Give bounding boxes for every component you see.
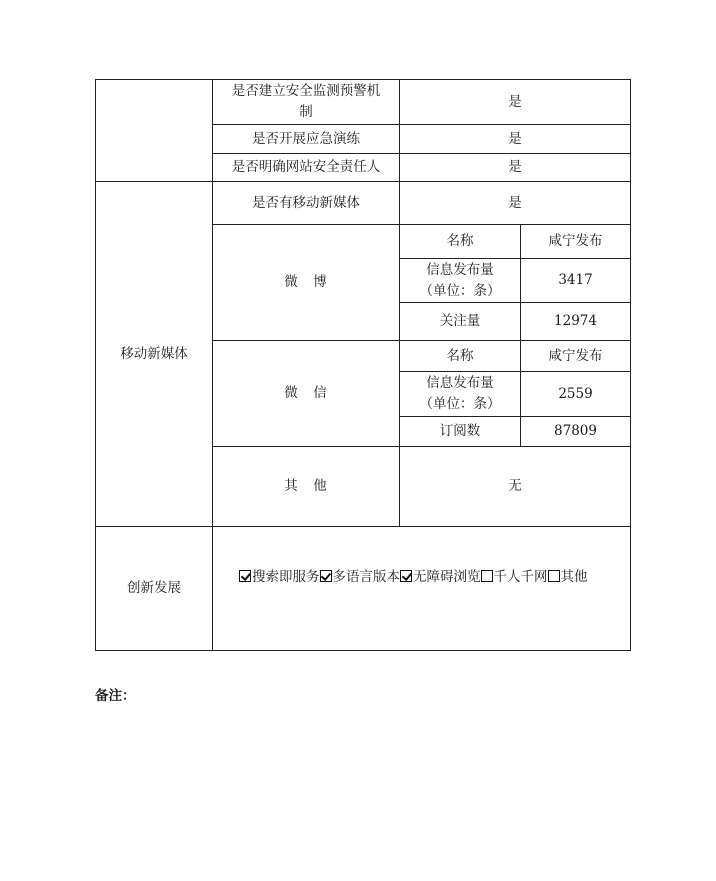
checkbox-icon[interactable] — [400, 570, 412, 582]
option-label: 无障碍浏览 — [413, 569, 481, 585]
option-label: 千人千网 — [493, 569, 548, 585]
monitoring-warning-label: 是否建立安全监测预警机制 — [213, 80, 400, 125]
weibo-publish-label-line2: （单位：条） — [419, 282, 501, 299]
option-personalized[interactable] — [481, 569, 548, 585]
option-multilingual[interactable] — [320, 569, 401, 585]
weibo-publish-value: 3417 — [521, 259, 631, 303]
other-media-label: 其 他 — [213, 447, 400, 527]
wechat-subscribe-label: 订阅数 — [400, 417, 521, 447]
checkbox-icon[interactable] — [239, 570, 251, 582]
wechat-subscribe-value: 87809 — [521, 417, 631, 447]
checkbox-icon[interactable] — [548, 570, 560, 582]
section-cell-security-cont — [96, 80, 213, 182]
mobile-media-section-label: 移动新媒体 — [96, 182, 213, 527]
wechat-publish-label-line1: 信息发布量 — [426, 375, 494, 391]
innovation-options — [213, 527, 631, 651]
checkbox-icon[interactable] — [320, 570, 332, 582]
wechat-publish-label — [400, 372, 521, 417]
weibo-follow-label: 关注量 — [400, 303, 521, 341]
wechat-name-label: 名称 — [400, 341, 521, 372]
weibo-label: 微 博 — [213, 225, 400, 341]
wechat-publish-label-line2: （单位：条） — [419, 396, 501, 412]
wechat-publish-value: 2559 — [521, 372, 631, 417]
has-mobile-media-label: 是否有移动新媒体 — [213, 182, 400, 225]
weibo-name-label: 名称 — [400, 225, 521, 259]
weibo-follow-value: 12974 — [521, 303, 631, 341]
weibo-publish-label — [400, 259, 521, 303]
weibo-name-value: 咸宁发布 — [521, 225, 631, 259]
checkbox-icon[interactable] — [481, 570, 493, 582]
option-label: 多语言版本 — [332, 569, 400, 585]
option-search-service[interactable] — [239, 569, 320, 585]
security-owner-label: 是否明确网站安全责任人 — [213, 154, 400, 182]
option-other[interactable] — [548, 569, 588, 585]
other-media-value: 无 — [400, 447, 631, 527]
innovation-section-label: 创新发展 — [96, 527, 213, 651]
emergency-drill-label: 是否开展应急演练 — [213, 125, 400, 154]
emergency-drill-value: 是 — [400, 125, 631, 154]
has-mobile-media-value: 是 — [400, 182, 631, 225]
remark-label: 备注： — [95, 688, 136, 704]
wechat-name-value: 咸宁发布 — [521, 341, 631, 372]
option-label: 搜索即服务 — [252, 569, 320, 585]
weibo-publish-label-line1: 信息发布量 — [426, 261, 494, 278]
option-accessibility[interactable] — [400, 569, 481, 585]
option-label: 其他 — [560, 569, 588, 585]
info-table — [95, 79, 631, 651]
wechat-label: 微 信 — [213, 341, 400, 447]
security-owner-value: 是 — [400, 154, 631, 182]
monitoring-warning-value: 是 — [400, 80, 631, 125]
